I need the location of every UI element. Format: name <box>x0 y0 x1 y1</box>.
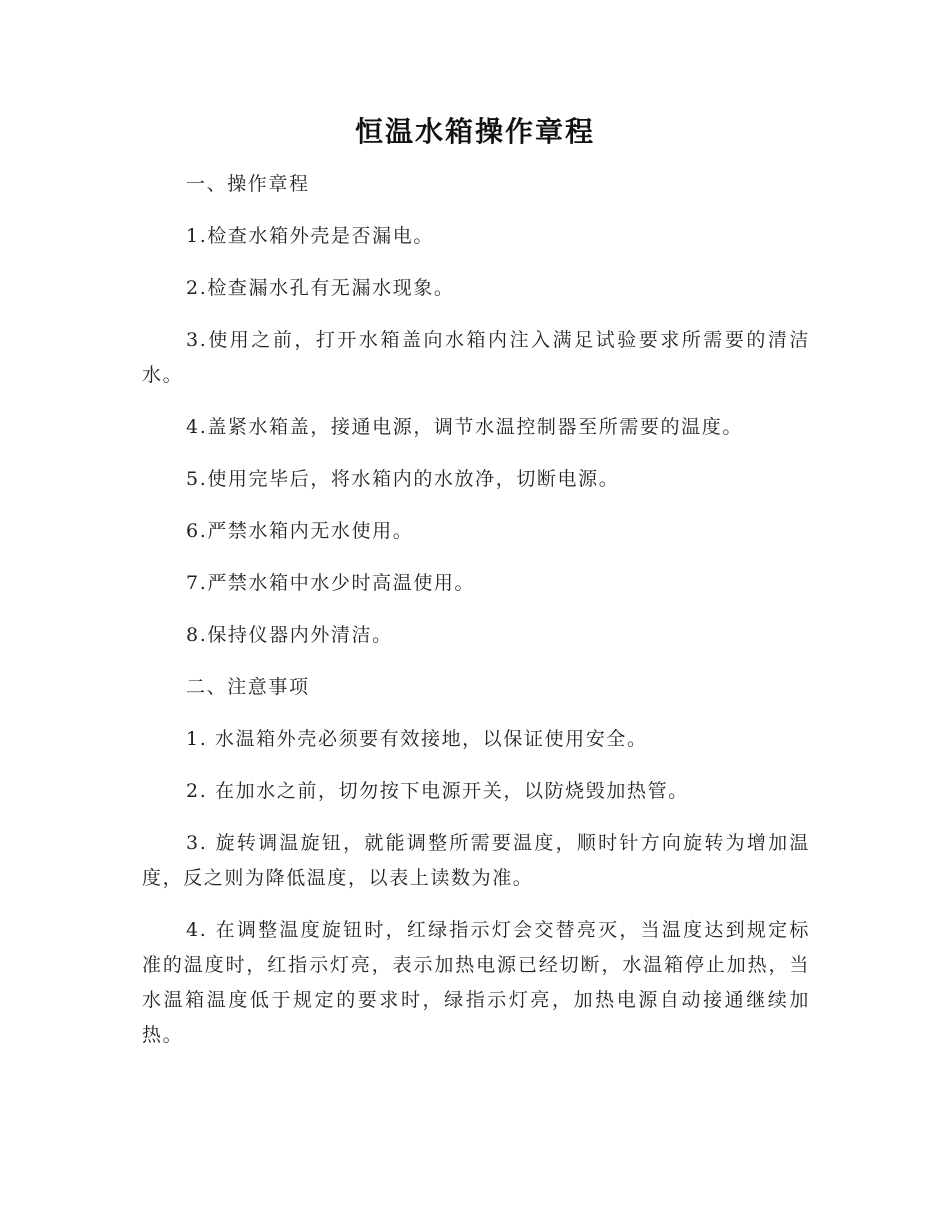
precaution-item-2: 2. 在加水之前，切勿按下电源开关，以防烧毁加热管。 <box>186 780 689 802</box>
operation-item-6: 6.严禁水箱内无水使用。 <box>186 520 414 542</box>
document-title: 恒温水箱操作章程 <box>354 115 595 148</box>
operation-item-2: 2.检查漏水孔有无漏水现象。 <box>186 277 455 299</box>
operation-item-8: 8.保持仪器内外清洁。 <box>186 624 393 646</box>
precaution-item-4: 4. 在调整温度旋钮时，红绿指示灯会交替亮灭，当温度达到规定标准的温度时，红指示灯亮，表示加热电源已经切断，水温箱停止加热，当水温箱温度低于规定的要求时，绿指示灯亮，加热电源自动接通继续加热。 <box>142 919 810 1046</box>
operation-item-4: 4.盖紧水箱盖，接通电源，调节水温控制器至所需要的温度。 <box>186 416 743 438</box>
precaution-item-3: 3. 旋转调温旋钮，就能调整所需要温度，顺时针方向旋转为增加温度，反之则为降低温度，以表上读数为准。 <box>142 832 810 889</box>
operation-item-5: 5.使用完毕后，将水箱内的水放净，切断电源。 <box>186 468 620 490</box>
section-heading-precautions: 二、注意事项 <box>186 676 310 698</box>
precaution-item-1: 1. 水温箱外壳必须要有效接地，以保证使用安全。 <box>186 728 648 750</box>
operation-item-3: 3.使用之前，打开水箱盖向水箱内注入满足试验要求所需要的清洁水。 <box>142 329 810 386</box>
operation-item-7: 7.严禁水箱中水少时高温使用。 <box>186 572 476 594</box>
section-heading-operation: 一、操作章程 <box>186 173 310 195</box>
document-body <box>142 167 810 1070</box>
operation-item-1: 1.检查水箱外壳是否漏电。 <box>186 225 434 247</box>
